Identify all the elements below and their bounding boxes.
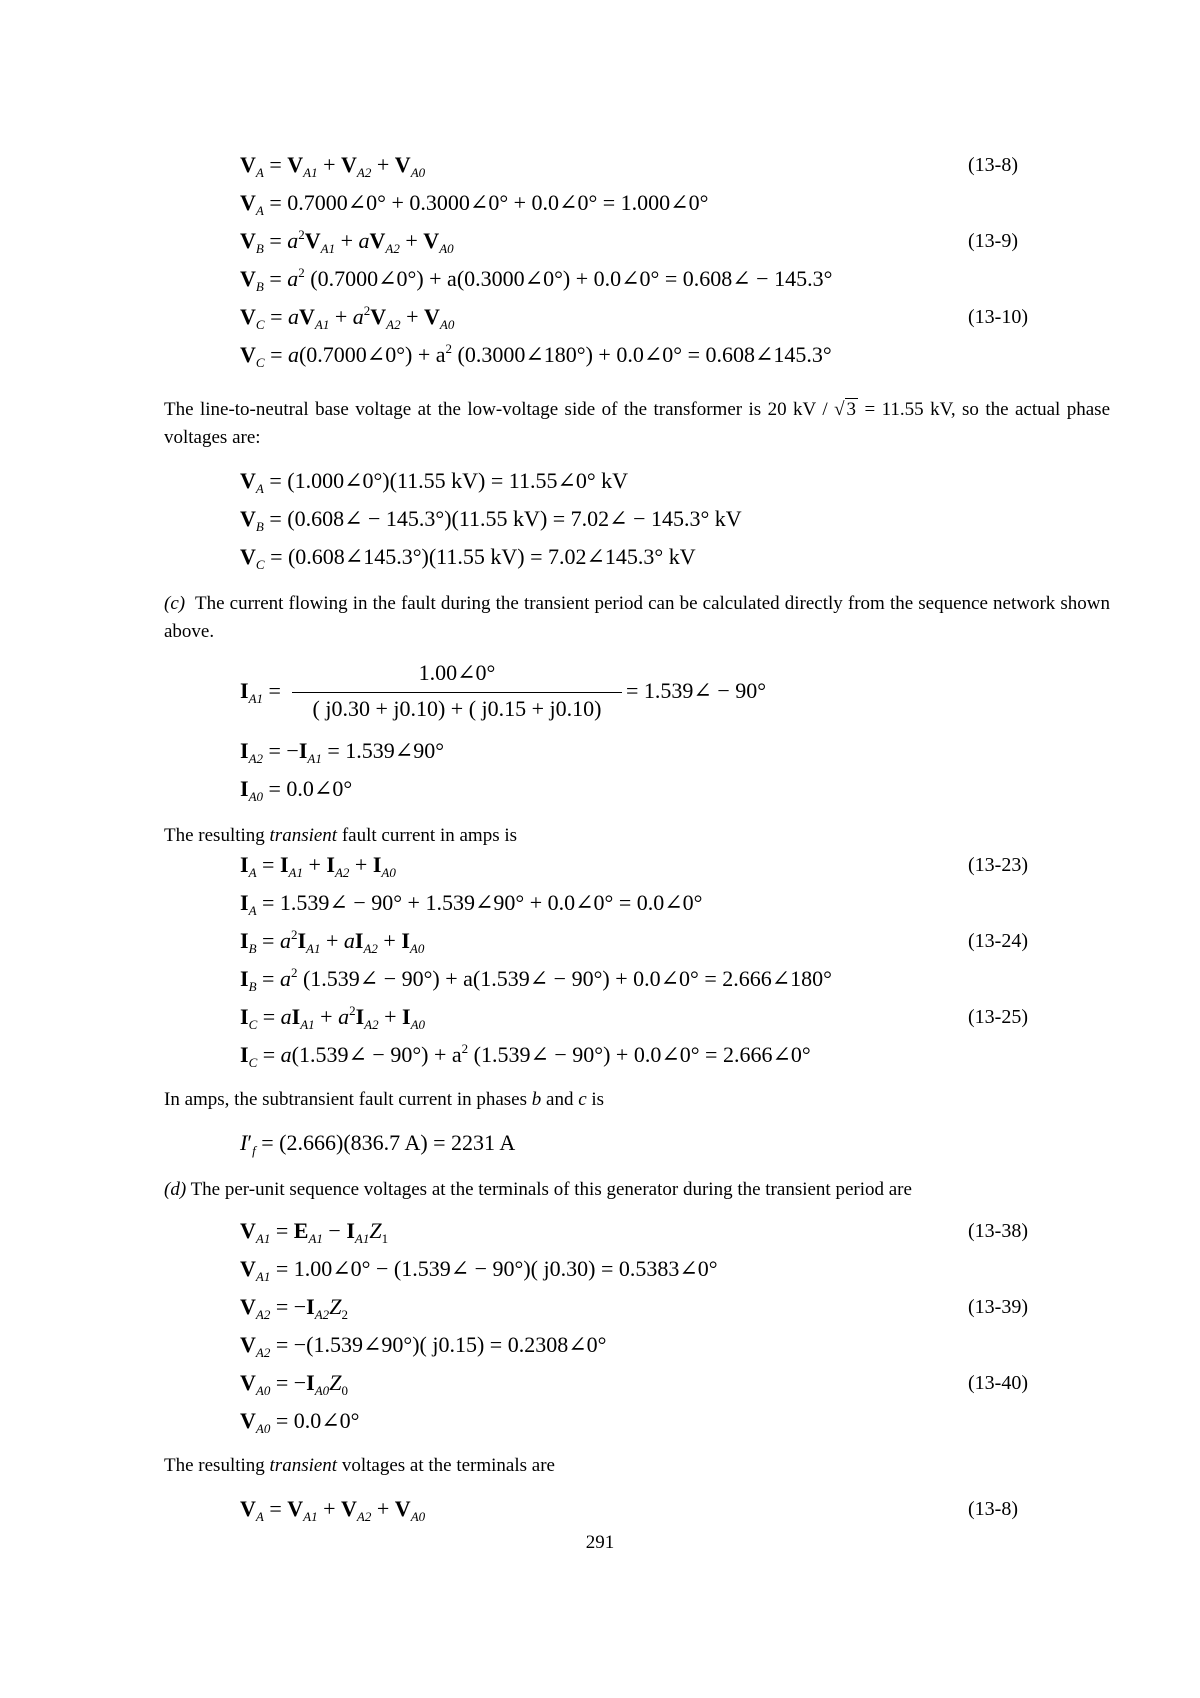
sqrt-symbol: √ 3 — [834, 399, 857, 420]
equation-vc-actual: $V_C$ = (0.608∠145.3°)(11.55 kV) = 7.02∠145.3° kV — [240, 544, 696, 572]
equation-va1-formula: $V_{A1} = E_{A1} - I_{A1}Z_1$ — [240, 1218, 389, 1246]
paragraph-base-voltage: The line-to-neutral base voltage at the low-voltage side of the transformer is 20 kV / √ 3 = 11.55 kV, so the actual phase voltages are: — [164, 396, 1110, 452]
equation-number: (13-23) — [968, 854, 1028, 876]
equation-number: (13-39) — [968, 1296, 1028, 1318]
equation-va1-value: $V_{A1}$ = 1.00∠0° − (1.539∠ − 90°)( j0.30) = 0.5383∠0° — [240, 1256, 718, 1284]
fraction-denominator: ( j0.30 + j0.10) + ( j0.15 + j0.10) — [312, 696, 602, 721]
equation-ia0: $I_{A0}$ = 0.0∠0° — [240, 776, 353, 804]
paragraph-subtransient: In amps, the subtransient fault current in phases b and c is — [164, 1089, 605, 1110]
paragraph-part-d: (d) The per-unit sequence voltages at the terminals of this generator during the transient period are — [164, 1179, 912, 1200]
fraction-rhs: = 1.539∠ − 90° — [626, 678, 767, 703]
equation-number: (13-8) — [968, 1498, 1018, 1520]
equation-number: (13-24) — [968, 930, 1028, 952]
equation-ic-sum: $I_C = aI_{A1} + a^2I_{A2} + I_{A0}$ — [240, 1003, 426, 1032]
equation-va-value: $V_A$ = 0.7000∠0° + 0.3000∠0° + 0.0∠0° = 1.000∠0° — [240, 190, 709, 218]
equation-va2-formula: $V_{A2} = -I_{A2}Z_2$ — [240, 1294, 348, 1322]
equation-va2-value: $V_{A2}$ = −(1.539∠90°)( j0.15) = 0.2308∠0° — [240, 1332, 607, 1360]
equation-number: (13-8) — [968, 154, 1018, 176]
equation-vb-actual: $V_B$ = (0.608∠ − 145.3°)(11.55 kV) = 7.02∠ − 145.3° kV — [240, 506, 742, 534]
equation-ib-sum: $I_B = a^2I_{A1} + aI_{A2} + I_{A0}$ — [240, 927, 425, 956]
paragraph-transient-current: The resulting transient fault current in amps is — [164, 825, 518, 846]
paragraph-part-c: (c) The current flowing in the fault during the transient period can be calculated directly from the sequence network shown above. — [164, 593, 1110, 642]
fraction-lhs: $I_{A1}$ = — [240, 678, 281, 706]
equation-number: (13-10) — [968, 306, 1028, 328]
equation-va-sum: $V_A = V_{A1} + V_{A2} + V_{A0}$ — [240, 152, 426, 180]
equation-number: (13-9) — [968, 230, 1018, 252]
equation-ia-value: $I_A$ = 1.539∠ − 90° + 1.539∠90° + 0.0∠0° = 0.0∠0° — [240, 890, 703, 918]
fraction-bar — [292, 692, 622, 693]
equation-number: (13-40) — [968, 1372, 1028, 1394]
equation-if: $I'_f = (2.666)(836.7$ A) = 2231 A — [240, 1130, 516, 1158]
equation-number: (13-38) — [968, 1220, 1028, 1242]
equation-ib-value: $I_B = a^2$ (1.539∠ − 90°) + a(1.539∠ − 90°) + 0.0∠0° = 2.666∠180° — [240, 965, 832, 994]
equation-number: (13-25) — [968, 1006, 1028, 1028]
equation-va0-value: $V_{A0}$ = 0.0∠0° — [240, 1408, 360, 1436]
equation-va0-formula: $V_{A0} = -I_{A0}Z_0$ — [240, 1370, 348, 1398]
equation-vc-value: $V_C$ = a(0.7000∠0°) + $a^2$ (0.3000∠180°) + 0.0∠0° = 0.608∠145.3° — [240, 341, 832, 370]
equation-vc-sum: $V_C = aV_{A1} + a^2V_{A2} + V_{A0}$ — [240, 303, 455, 332]
paragraph-transient-voltages: The resulting transient voltages at the terminals are — [164, 1455, 555, 1476]
equation-vb-value: $V_B = a^2$ (0.7000∠0°) + a(0.3000∠0°) + 0.0∠0° = 0.608∠ − 145.3° — [240, 265, 833, 294]
equation-va-actual: $V_A$ = (1.000∠0°)(11.55 kV) = 11.55∠0° kV — [240, 468, 629, 496]
equation-ic-value: $I_C$ = a(1.539∠ − $90^\circ) + a^2$ (1.539∠ − 90°) + 0.0∠0° = 2.666∠0° — [240, 1041, 811, 1070]
equation-ia2: $I_{A2} = -I_{A1}$ = 1.539∠90° — [240, 738, 444, 766]
equation-ia-sum: $I_A = I_{A1} + I_{A2} + I_{A0}$ — [240, 852, 396, 880]
page-number: 291 — [585, 1532, 615, 1553]
equation-vb-sum: $V_B = a^2V_{A1} + aV_{A2} + V_{A0}$ — [240, 227, 454, 256]
fraction-numerator: 1.00∠0° — [418, 660, 496, 685]
equation-va-sum-final: $V_A = V_{A1} + V_{A2} + V_{A0}$ — [240, 1496, 426, 1524]
